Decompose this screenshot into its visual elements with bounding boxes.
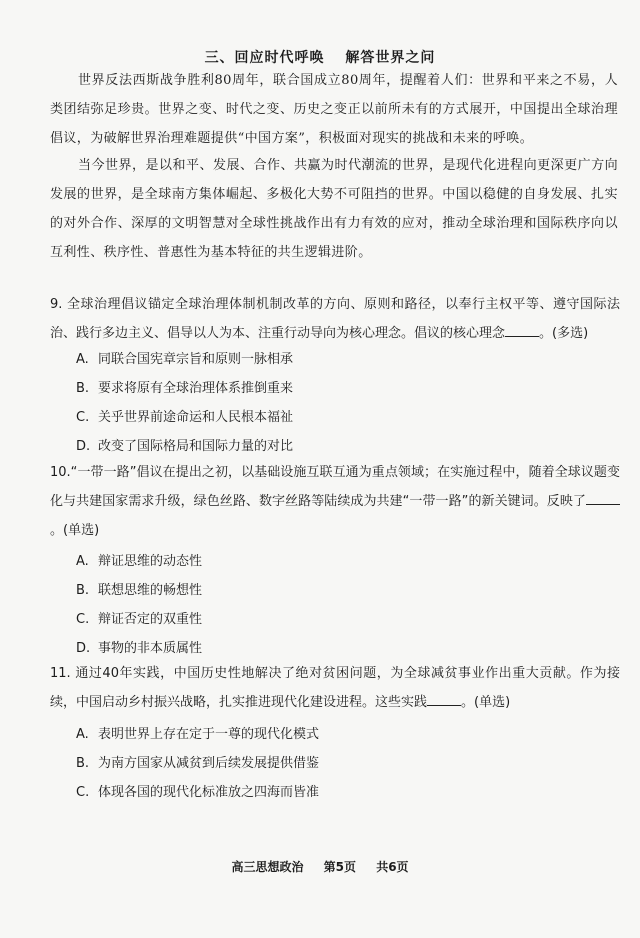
option-text: 辩证否定的双重性 xyxy=(98,612,203,627)
question-11-type: 。(单选) xyxy=(461,695,511,710)
material-paragraph-2 xyxy=(50,151,618,267)
option-text: 体现各国的现代化标准放之四海而皆准 xyxy=(98,785,320,800)
option-text: 联想思维的畅想性 xyxy=(98,583,203,598)
option-letter: A. xyxy=(76,554,89,569)
answer-blank xyxy=(505,322,539,337)
option-text: 为南方国家从减贫到后续发展提供借鉴 xyxy=(98,756,320,771)
question-9-type: 。(多选) xyxy=(539,326,589,341)
option-letter: C. xyxy=(76,612,90,627)
answer-blank xyxy=(427,691,461,706)
question-10-option-c xyxy=(76,610,202,630)
question-11-option-a xyxy=(76,725,319,745)
footer-subject: 高三思想政治 xyxy=(231,860,304,874)
option-text: 同联合国宪章宗旨和原则一脉相承 xyxy=(98,352,294,367)
option-letter: A. xyxy=(76,352,89,367)
page-footer xyxy=(0,858,640,875)
question-11-text: 11. 通过40年实践，中国历史性地解决了绝对贫困问题，为全球减贫事业作出重大贡献。作为接续，中国启动乡村振兴战略，扎实推进现代化建设进程。这些实践 xyxy=(50,666,620,710)
material-text-2: 当今世界，是以和平、发展、合作、共赢为时代潮流的世界，是现代化进程向更深更广方向发展的世界，是全球南方集体崛起、多极化大势不可阻挡的世界。中国以稳健的自身发展、扎实的对外合作、深厚的文明智慧对全球性挑战作出有力有效的应对，推动全球治理和国际秩序向以互利性、秩序性、普惠性为基本特征的共生逻辑进阶。 xyxy=(50,158,618,260)
option-letter: A. xyxy=(76,727,89,742)
option-letter: D. xyxy=(76,641,91,656)
question-9-option-c xyxy=(76,408,293,428)
option-letter: C. xyxy=(76,785,90,800)
option-letter: B. xyxy=(76,583,90,598)
question-9-text: 9. 全球治理倡议锚定全球治理体制机制改革的方向、原则和路径，以奉行主权平等、遵守国际法治、践行多边主义、倡导以人为本、注重行动导向为核心理念。倡议的核心理念 xyxy=(50,297,620,341)
question-9-option-a xyxy=(76,350,293,370)
question-10-stem xyxy=(50,458,620,545)
question-10-option-d xyxy=(76,639,202,659)
option-text: 表明世界上存在定于一尊的现代化模式 xyxy=(98,727,320,742)
answer-blank xyxy=(586,490,620,505)
option-letter: B. xyxy=(76,756,90,771)
question-11-stem xyxy=(50,659,620,717)
option-text: 要求将原有全球治理体系推倒重来 xyxy=(98,381,294,396)
question-11-option-c xyxy=(76,783,319,803)
question-11-option-b xyxy=(76,754,319,774)
question-10-type: 。(单选) xyxy=(50,523,100,538)
question-10-option-a xyxy=(76,552,202,572)
question-9-option-b xyxy=(76,379,293,399)
question-9-option-d xyxy=(76,437,293,457)
option-text: 改变了国际格局和国际力量的对比 xyxy=(98,439,294,454)
option-letter: B. xyxy=(76,381,90,396)
question-9-stem xyxy=(50,290,620,348)
material-paragraph-1 xyxy=(50,66,618,153)
material-text-1: 世界反法西斯战争胜利80周年，联合国成立80周年，提醒着人们：世界和平来之不易，人类团结弥足珍贵。世界之变、时代之变、历史之变正以前所未有的方式展开，中国提出全球治理倡议，为破解世界治理难题提供“中国方案”，积极面对现实的挑战和未来的呼唤。 xyxy=(50,73,618,146)
option-letter: C. xyxy=(76,410,90,425)
option-letter: D. xyxy=(76,439,91,454)
footer-page-number: 第5页 xyxy=(323,860,356,874)
option-text: 事物的非本质属性 xyxy=(98,641,203,656)
question-10-text: 10.“一带一路”倡议在提出之初，以基础设施互联互通为重点领域；在实施过程中，随着全球议题变化与共建国家需求升级，绿色丝路、数字丝路等陆续成为共建“一带一路”的新关键词。反映了 xyxy=(50,465,620,509)
section-title: 三、回应时代呼唤 解答世界之问 xyxy=(204,50,436,66)
option-text: 关乎世界前途命运和人民根本福祉 xyxy=(98,410,294,425)
question-10-option-b xyxy=(76,581,202,601)
footer-total-pages: 共6页 xyxy=(376,860,409,874)
option-text: 辩证思维的动态性 xyxy=(98,554,203,569)
